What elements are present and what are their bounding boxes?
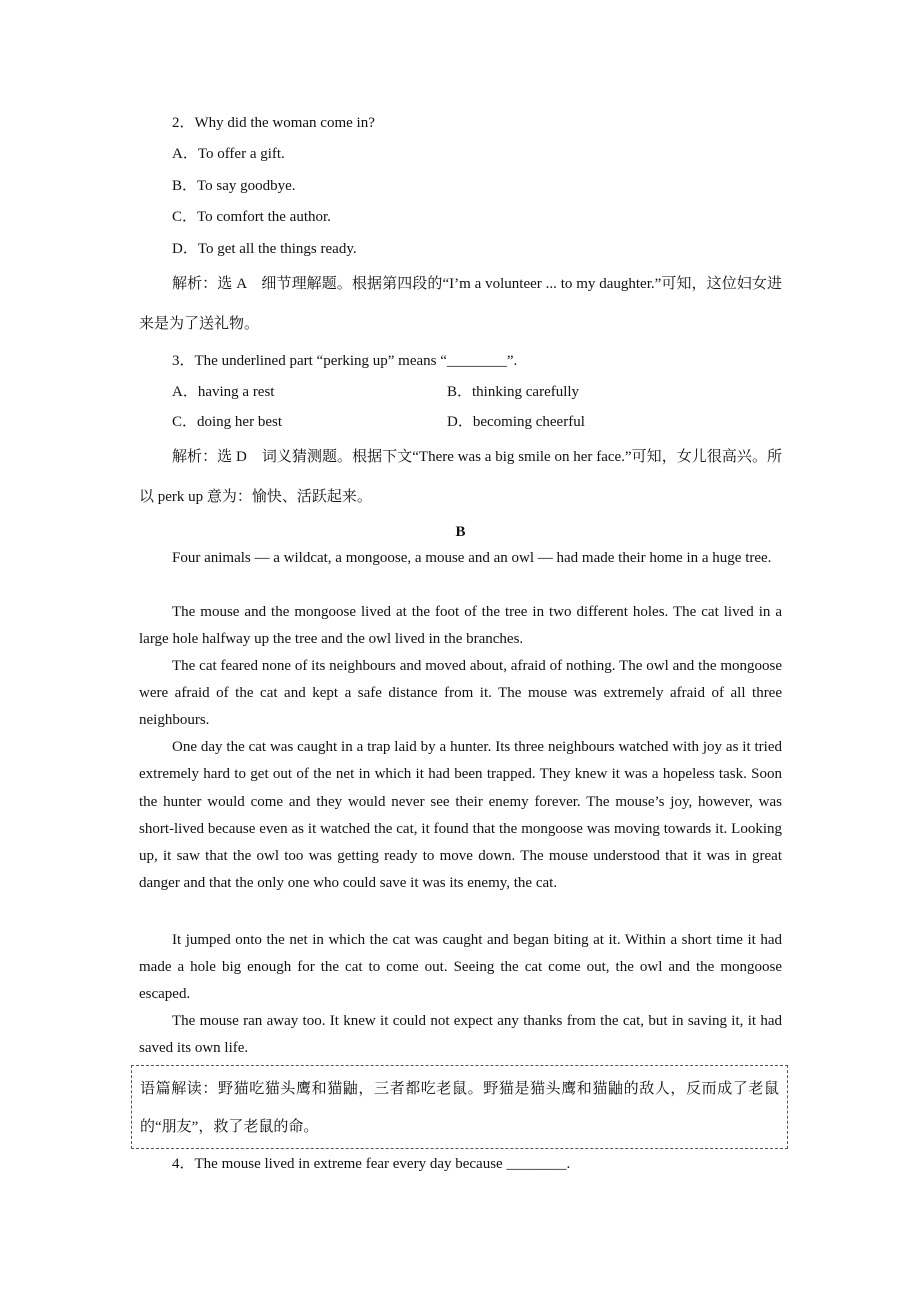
- q2-option-c: C．To comfort the author.: [172, 209, 331, 225]
- q3-option-a: A．having a rest: [172, 384, 275, 400]
- q3-option-c: C．doing her best: [172, 414, 282, 430]
- q3-analysis: 解析：选 D 词义猜测题。根据下文“There was a big smile on her face.”可知，女儿很高兴。所以 perk up 意为：愉快、活跃起来。: [139, 449, 782, 505]
- passage-paragraph: The mouse and the mongoose lived at the foot of the tree in two different holes. The cat lived in a large hole halfway up the tree and the owl lived in the branches.: [139, 604, 782, 647]
- q4-stem: 4．The mouse lived in extreme fear every day because ________.: [172, 1156, 571, 1172]
- q2-option-d: D．To get all the things ready.: [172, 241, 357, 257]
- passage-paragraph: The cat feared none of its neighbours and moved about, afraid of nothing. The owl and the mongoose were afraid of the cat and kept a safe distance from it. The mouse was extremely afraid of all three neighbours.: [139, 658, 782, 728]
- q3-stem: 3．The underlined part “perking up” means “________”.: [172, 353, 518, 369]
- passage-paragraph: One day the cat was caught in a trap laid by a hunter. Its three neighbours watched with joy as it tried extremely hard to get out of the net in which it had been trapped. They knew it was a hopeless task. Soon the hunter would come and they would never see their enemy forever. The mouse’s joy, however, was short-lived because even as it watched the cat, it found that the mongoose was moving towards it. Looking up, it saw that the owl too was getting ready to move down. The mouse understood that it was in great danger and that the only one who could save it was its enemy, the cat.: [139, 739, 782, 892]
- q3-option-b: B．thinking carefully: [447, 384, 580, 400]
- passage-b-title: B: [455, 524, 466, 540]
- passage-paragraph: The mouse ran away too. It knew it could not expect any thanks from the cat, but in saving it, it had saved its own life.: [139, 1013, 782, 1056]
- q2-option-b: B．To say goodbye.: [172, 178, 296, 194]
- q2-stem: 2．Why did the woman come in?: [172, 115, 375, 131]
- q3-option-d: D．becoming cheerful: [447, 414, 585, 430]
- q2-analysis: 解析：选 A 细节理解题。根据第四段的“I’m a volunteer ... to my daughter.”可知，这位妇女进来是为了送礼物。: [139, 276, 782, 332]
- q2-option-a: A．To offer a gift.: [172, 146, 285, 162]
- passage-summary-box: [131, 1065, 788, 1149]
- passage-paragraph: Four animals — a wildcat, a mongoose, a mouse and an owl — had made their home in a huge tree.: [172, 550, 772, 566]
- passage-paragraph: It jumped onto the net in which the cat was caught and began biting at it. Within a short time it had made a hole big enough for the cat to come out. Seeing the cat come out, the owl and the mongoose escaped.: [139, 932, 782, 1002]
- passage-summary: 语篇解读：野猫吃猫头鹰和猫鼬，三者都吃老鼠。野猫是猫头鹰和猫鼬的敌人，反而成了老鼠的“朋友”，救了老鼠的命。: [140, 1081, 779, 1135]
